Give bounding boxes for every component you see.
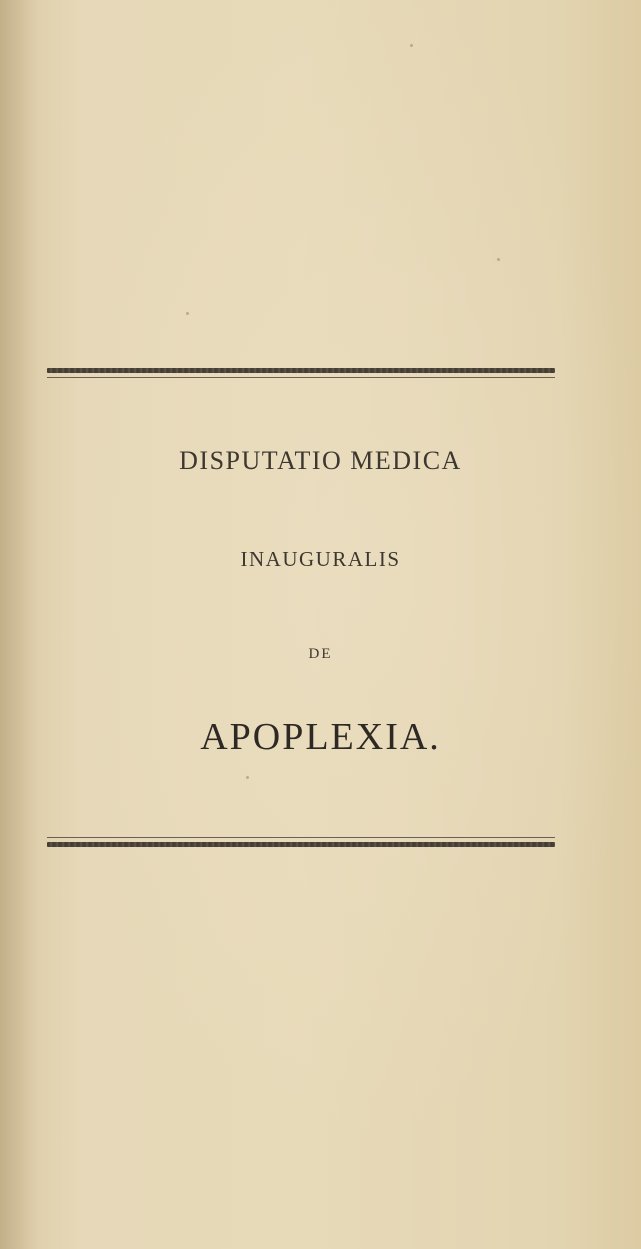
bottom-rule-thin [47,837,555,838]
page-edge-shadow [0,0,40,1249]
heading-apoplexia: APOPLEXIA. [200,716,441,758]
top-decorative-rule [47,368,555,378]
heading-inauguralis: INAUGURALIS [240,547,401,571]
paper-speck [186,312,189,315]
top-rule-thin [47,377,555,378]
heading-de: DE [308,646,333,662]
bottom-decorative-rule [47,837,555,847]
bottom-rule-thick [47,842,555,847]
paper-speck [410,44,413,47]
top-rule-thick [47,368,555,373]
paper-speck [246,776,249,779]
heading-disputatio-medica: DISPUTATIO MEDICA [179,446,462,475]
paper-speck [497,258,500,261]
